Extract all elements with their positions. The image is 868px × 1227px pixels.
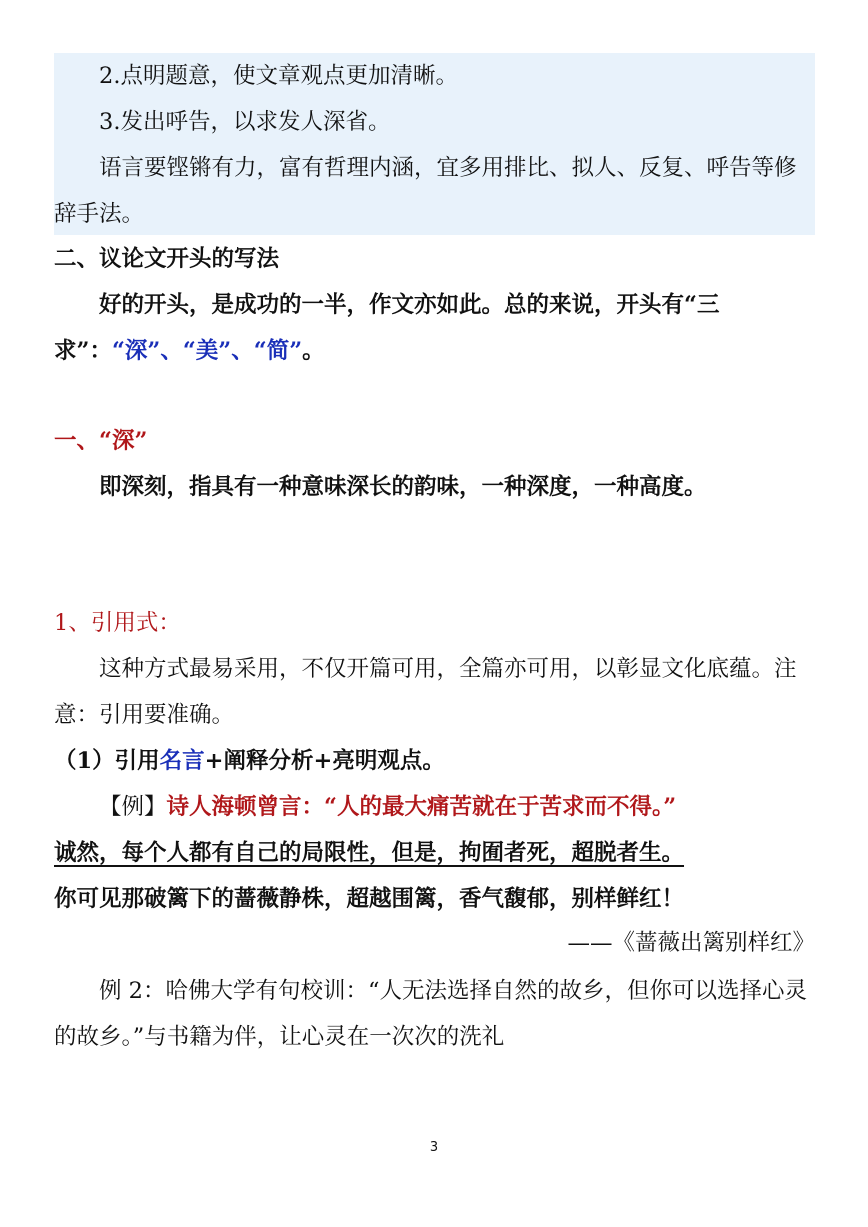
part-description: 即深刻，指具有一种意味深长的韵味，一种深度，一种高度。 — [99, 474, 707, 500]
example-quote: 诗人海顿曾言：“人的最大痛苦就在于苦求而不得。” — [166, 794, 677, 820]
subpoint-suffix: +阐释分析+亮明观点。 — [204, 748, 445, 774]
method-description: 这种方式最易采用，不仅开篇可用，全篇亦可用，以彰显文化底蕴。注意：引用要准确。 — [54, 656, 797, 728]
method-heading: 1、引用式： — [54, 610, 181, 636]
section-heading: 二、议论文开头的写法 — [54, 246, 280, 272]
section-intro — [54, 282, 815, 374]
example-1-source: ——《蔷薇出篱别样红》 — [567, 930, 815, 956]
example-1-line-3: 你可见那破篱下的蔷薇静株，超越围篱，香气馥郁，别样鲜红！ — [54, 886, 685, 912]
subpoint-highlight: 名言 — [159, 748, 205, 774]
keyword-deep: “深” — [111, 338, 161, 364]
box-paragraph: 语言要铿锵有力，富有哲理内涵，宜多用排比、拟人、反复、呼告等修辞手法。 — [54, 155, 797, 227]
example-2-text: 例 2：哈佛大学有句校训：“人无法选择自然的故乡，但你可以选择心灵的故乡。”与书籍为伴，让心灵在一次次的洗礼 — [54, 978, 807, 1050]
box-line-1: 2.点明题意，使文章观点更加清晰。 — [99, 63, 458, 89]
keyword-beauty: “美” — [182, 338, 232, 364]
keyword-simple: “简” — [253, 338, 303, 364]
example-label: 【例】 — [99, 794, 167, 820]
intro-text: 好的开头，是成功的一半，作文亦如此。总的来说，开头有“三求”： — [54, 292, 720, 364]
separator-2: 、 — [231, 338, 254, 364]
page-number: 3 — [429, 1140, 439, 1155]
separator-1: 、 — [160, 338, 183, 364]
part-heading-deep: 一、“深” — [54, 428, 148, 454]
intro-end: 。 — [302, 338, 325, 364]
box-line-2: 3.发出呼告，以求发人深省。 — [99, 109, 391, 135]
subpoint-heading — [54, 738, 815, 784]
subpoint-prefix: （1）引用 — [54, 748, 160, 774]
example-1-line-1 — [54, 784, 815, 830]
example-1-line-2: 诚然，每个人都有自己的局限性，但是，拘囿者死，超脱者生。 — [54, 840, 685, 866]
